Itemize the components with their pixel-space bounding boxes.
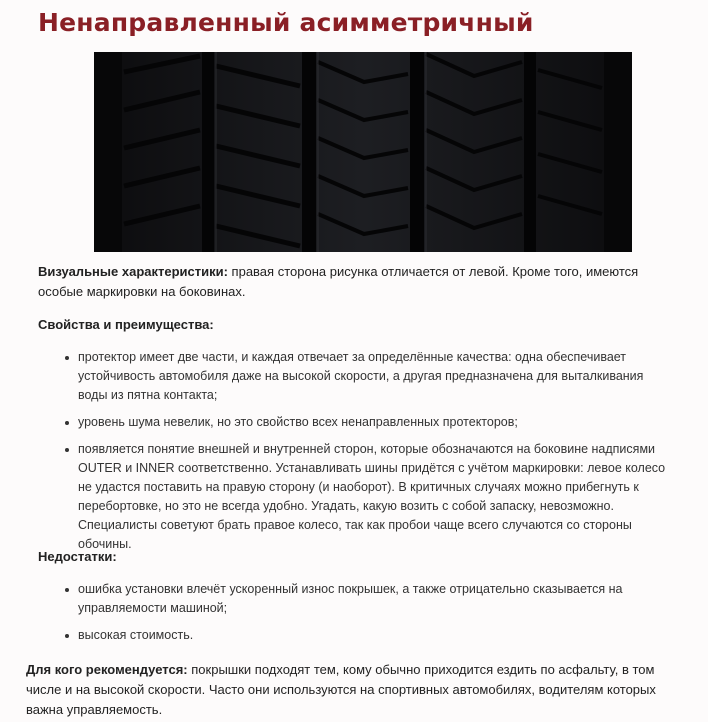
list-item: протектор имеет две части, и каждая отвечает за определённые качества: одна обеспечивает устойчивость автомобиля даже на высокой скорости, а другая предназначена для выталкивания воды из пятна контакта; (62, 348, 672, 405)
list-item: появляется понятие внешней и внутренней сторон, которые обозначаются на боковине надписями OUTER и INNER соответственно. Устанавливать шины придётся с учётом маркировки: левое колесо не удастся поставить на правую сторону (и наоборот). В критичных случаях можно прибегнуть к перебортовке, но это не всегда удобно. Угадать, какую возить с собой запаску, невозможно. Специалисты советуют брать правое колесо, так как пробои чаще всего случаются со стороны обочины. (62, 440, 672, 554)
recommended-text: покрышки подходят тем, кому обычно приходится ездить по асфальту, в том числе и на высокой скорости. Часто они используются на спортивных автомобилях, водителям которых важна управляемость. (26, 662, 656, 717)
recommended-paragraph (26, 660, 676, 720)
visual-label: Визуальные характеристики: (38, 264, 228, 279)
tire-tread-image (94, 52, 632, 252)
drawbacks-list (62, 580, 642, 653)
page-title: Ненаправленный асимметричный (38, 8, 534, 37)
list-item: ошибка установки влечёт ускоренный износ покрышек, а также отрицательно сказывается на управляемости машиной; (62, 580, 642, 618)
visual-text: правая сторона рисунка отличается от левой. Кроме того, имеются особые маркировки на боковинах. (38, 264, 639, 299)
visual-characteristics (38, 262, 678, 302)
list-item: высокая стоимость. (62, 626, 642, 645)
properties-list (62, 348, 672, 562)
drawbacks-heading: Недостатки: (38, 549, 117, 564)
properties-heading: Свойства и преимущества: (38, 317, 214, 332)
list-item: уровень шума невелик, но это свойство всех ненаправленных протекторов; (62, 413, 672, 432)
recommended-label: Для кого рекомендуется: (26, 662, 188, 677)
